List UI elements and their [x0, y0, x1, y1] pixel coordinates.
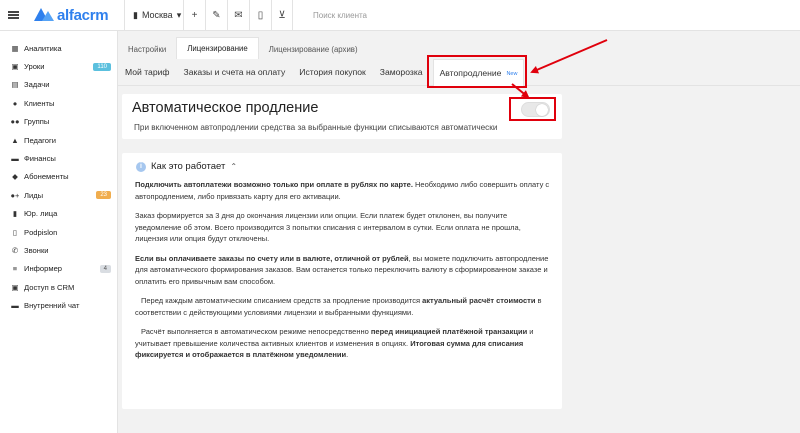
new-badge: New	[506, 70, 518, 77]
cart-icon[interactable]: ⊻	[271, 0, 293, 31]
sidebar-item-label: Внутренний чат	[24, 301, 80, 311]
tab-autorenew-label: Автопродление	[439, 67, 502, 78]
branch-label: Москва	[141, 10, 173, 20]
sidebar-item-label: Уроки	[24, 62, 45, 72]
autorenew-card	[122, 94, 562, 139]
wrench-icon[interactable]: ✎	[205, 0, 227, 31]
user-plus-icon: ●+	[10, 190, 20, 200]
tab-licensing-archive[interactable]: Лицензирование (архив)	[268, 44, 358, 54]
sidebar-item[interactable]	[0, 131, 117, 149]
user-icon: ●	[12, 98, 18, 108]
count-badge: 23	[96, 191, 111, 199]
doc-icon: ▯	[12, 227, 18, 237]
sidebar-item[interactable]	[0, 223, 117, 241]
main-content	[118, 31, 800, 433]
info-icon: i	[136, 162, 146, 172]
add-button[interactable]: +	[183, 0, 205, 31]
tab-licensing[interactable]: Лицензирование	[176, 37, 258, 59]
chevron-up-icon[interactable]: ⌃	[230, 162, 238, 171]
info-paragraph-3: Если вы оплачиваете заказы по счету или в валюте, отличной от рублей, вы можете подключить автопродление для автоматического формирования заказов. Вам останется только переключить валюту в сформированном заказе и оплатить его привычным вам способом.	[135, 253, 549, 286]
sidebar-item[interactable]	[0, 149, 117, 167]
menu-icon[interactable]	[0, 0, 26, 31]
top-tabs	[118, 37, 368, 59]
sidebar-item-label: Информер	[24, 264, 63, 274]
page-title: Автоматическое продление	[132, 100, 319, 116]
sidebar-item[interactable]	[0, 186, 117, 204]
info-paragraph-1: Подключить автоплатежи возможно только при оплате в рублях по карте. Необходимо либо совершить оплату с автопродлением, либо привязать карту для его активации.	[135, 180, 550, 201]
how-it-works-panel	[122, 153, 562, 409]
chat-icon: ▬	[11, 301, 19, 311]
sidebar-item[interactable]	[0, 76, 117, 94]
lock-icon: ▣	[11, 282, 19, 292]
branch-selector[interactable]	[125, 0, 183, 31]
sidebar-item[interactable]	[0, 205, 117, 223]
building-icon: ▮	[12, 209, 18, 219]
tag-icon: ◆	[12, 172, 18, 182]
sidebar-item-label: Аналитика	[24, 43, 62, 53]
sidebar-item[interactable]	[0, 241, 117, 259]
sidebar	[0, 31, 118, 433]
task-icon: ▤	[11, 80, 19, 90]
tab-orders[interactable]: Заказы и счета на оплату	[183, 67, 286, 77]
count-badge: 4	[100, 265, 111, 273]
sidebar-item[interactable]	[0, 168, 117, 186]
sidebar-item[interactable]	[0, 39, 117, 57]
money-icon: ▬	[11, 154, 19, 164]
count-badge: 110	[93, 63, 111, 71]
sidebar-item-label: Клиенты	[24, 98, 55, 108]
sidebar-item[interactable]	[0, 113, 117, 131]
top-bar	[0, 0, 800, 31]
book-icon: ▣	[11, 62, 19, 72]
chart-icon: ▦	[11, 43, 19, 53]
caret-down-icon: ▾	[176, 9, 182, 20]
users-icon: ●●	[10, 117, 20, 127]
how-it-works-header[interactable]	[136, 161, 551, 172]
sidebar-item-label: Лиды	[24, 190, 44, 200]
sidebar-item-label: Группы	[24, 117, 50, 127]
sidebar-item-label: Задачи	[24, 80, 50, 90]
sidebar-item[interactable]	[0, 57, 117, 75]
phone-icon[interactable]: ▯	[249, 0, 271, 31]
logo-text: alfacrm	[57, 6, 109, 24]
sidebar-item[interactable]	[0, 94, 117, 112]
sidebar-item-label: Podpislon	[24, 227, 58, 237]
phone-icon: ✆	[11, 245, 19, 255]
sidebar-item[interactable]	[0, 296, 117, 314]
list-icon: ≡	[12, 264, 18, 274]
sidebar-item[interactable]	[0, 278, 117, 296]
annotation-box-tab	[427, 55, 527, 88]
sidebar-item[interactable]	[0, 260, 117, 278]
graduation-icon: ▲	[11, 135, 19, 145]
sidebar-item-label: Звонки	[24, 245, 49, 255]
logo[interactable]	[34, 7, 124, 24]
info-paragraph-4: Перед каждым автоматическим списанием средств за продление производится актуальный расчёт стоимости в соответствии с действующими условиями лицензии и выбранными функциями.	[135, 296, 542, 317]
search-input[interactable]	[313, 11, 513, 20]
info-paragraph-2: Заказ формируется за 3 дня до окончания лицензии или опции. Если платеж будет отклонен, вы получите уведомление об этом. Всего производится 3 попытки списания с интервалом в сутки. Если оплата не прошла, лицензия или опция будут отключены.	[135, 210, 521, 244]
sidebar-item-label: Абонементы	[24, 172, 69, 182]
building-icon: ▮	[133, 9, 138, 20]
autorenew-description: При включенном автопродлении средства за выбранные функции списываются автоматически	[134, 123, 498, 132]
tab-freeze[interactable]: Заморозка	[379, 67, 423, 77]
sidebar-item-label: Педагоги	[24, 135, 57, 145]
mail-icon[interactable]: ✉	[227, 0, 249, 31]
how-it-works-title: Как это работает	[151, 161, 226, 172]
logo-mark-icon	[34, 8, 54, 22]
tab-my-plan[interactable]: Мой тариф	[125, 67, 170, 77]
sidebar-item-label: Доступ в CRM	[24, 282, 75, 292]
sidebar-item-label: Финансы	[24, 154, 56, 164]
info-paragraph-5: Расчёт выполняется в автоматическом режиме непосредственно перед инициацией платёжной транзакции и учитывает превышение количества активных клиентов и изменения в опциях. Итоговая сумма для списания фиксируется и отображается в платёжном уведомлении.	[135, 327, 534, 360]
tab-settings[interactable]: Настройки	[128, 44, 167, 54]
sidebar-item-label: Юр. лица	[24, 209, 58, 219]
annotation-box-toggle	[509, 97, 556, 121]
tab-purchase-history[interactable]: История покупок	[299, 67, 366, 77]
